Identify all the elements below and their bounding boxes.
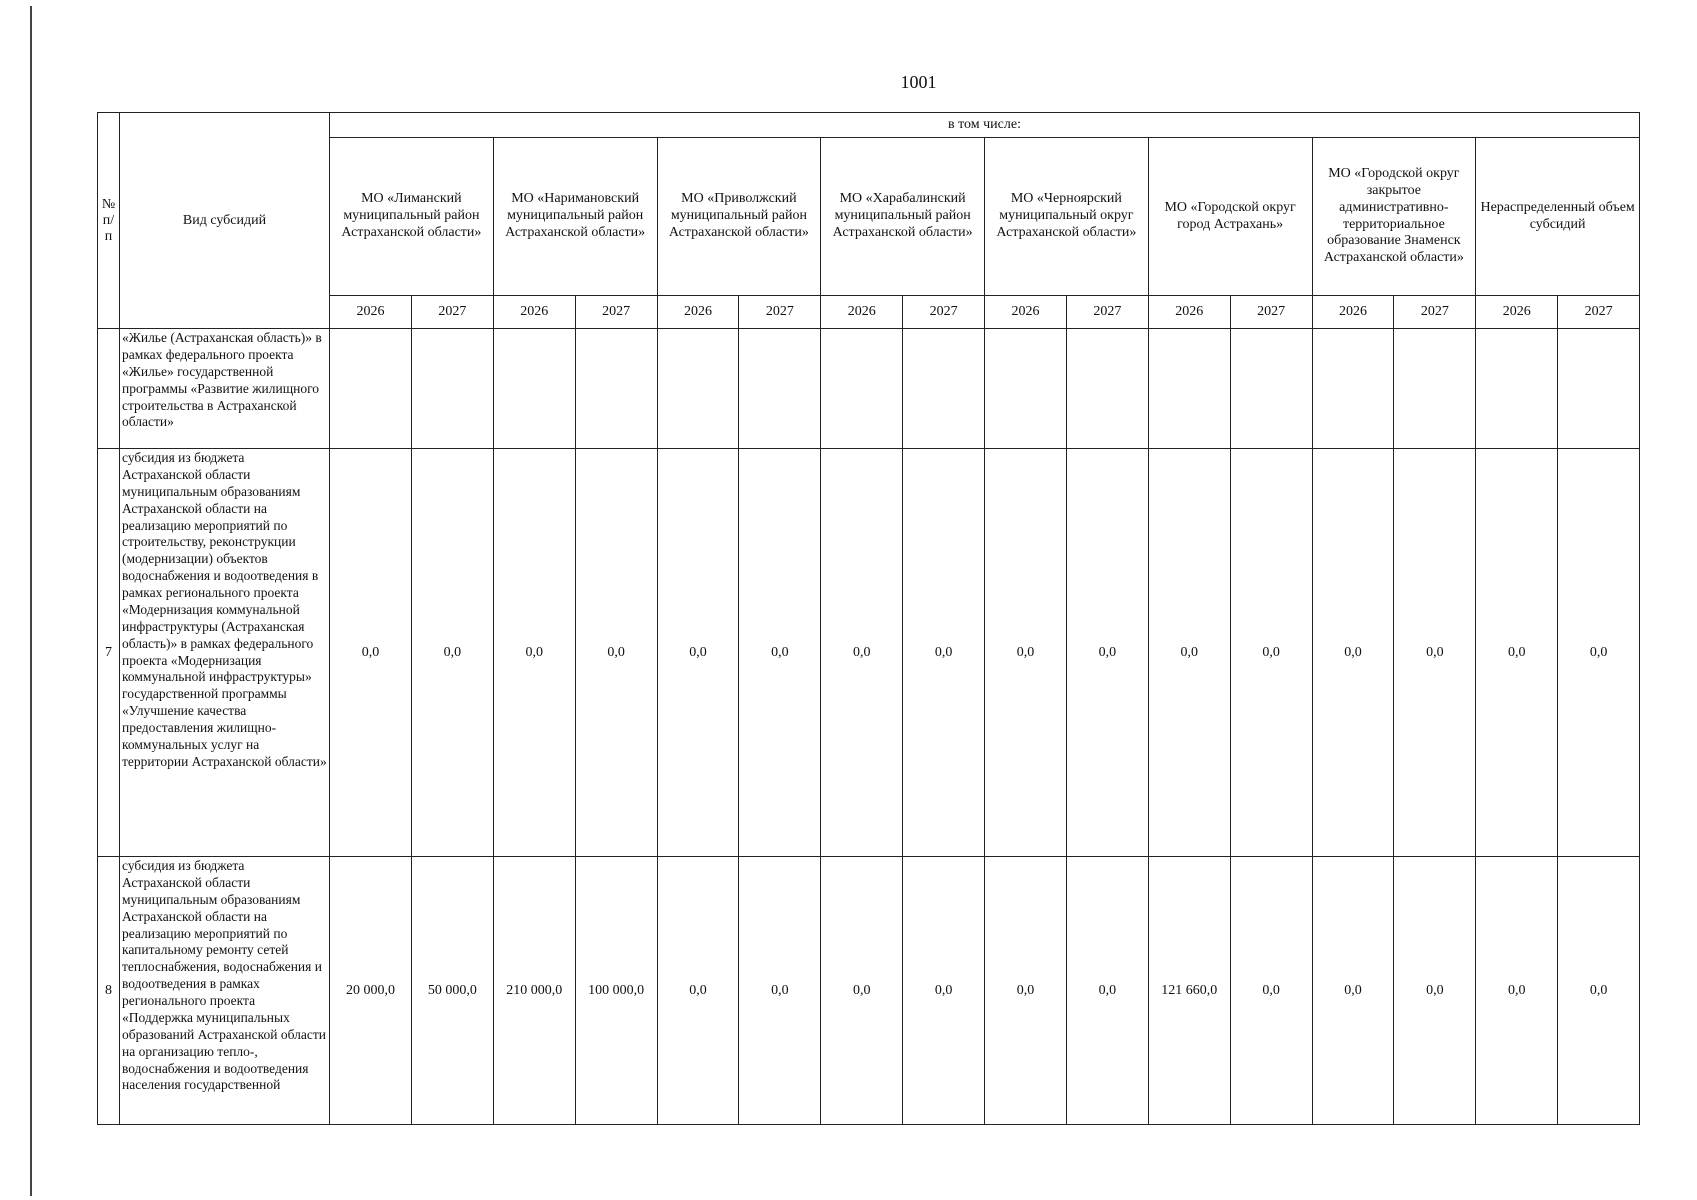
table-row xyxy=(98,329,1640,449)
value-cell xyxy=(903,329,985,449)
value-cell: 0,0 xyxy=(657,857,739,1125)
year-cell: 2026 xyxy=(1312,296,1394,329)
value-cell: 0,0 xyxy=(1230,449,1312,857)
value-cell xyxy=(1312,329,1394,449)
value-cell: 0,0 xyxy=(1476,857,1558,1125)
value-cell: 0,0 xyxy=(1066,857,1148,1125)
value-cell: 50 000,0 xyxy=(411,857,493,1125)
value-cell: 20 000,0 xyxy=(330,857,412,1125)
value-cell xyxy=(411,329,493,449)
year-cell: 2027 xyxy=(739,296,821,329)
value-cell: 0,0 xyxy=(903,449,985,857)
year-cell: 2027 xyxy=(1558,296,1640,329)
header-mo-limansky: МО «Лиманский муниципальный район Астраханской области» xyxy=(330,138,494,296)
year-cell: 2026 xyxy=(657,296,739,329)
value-cell: 0,0 xyxy=(493,449,575,857)
year-cell: 2026 xyxy=(985,296,1067,329)
value-cell xyxy=(575,329,657,449)
value-cell: 100 000,0 xyxy=(575,857,657,1125)
header-mo-privolzhsky: МО «Приволжский муниципальный район Астраханской области» xyxy=(657,138,821,296)
header-subsidy-type: Вид субсидий xyxy=(120,113,330,329)
header-mo-narimanovsky: МО «Наримановский муниципальный район Астраханской области» xyxy=(493,138,657,296)
header-mo-astrakhan: МО «Городской округ город Астрахань» xyxy=(1148,138,1312,296)
year-cell: 2026 xyxy=(821,296,903,329)
subsidy-table xyxy=(97,112,1640,1125)
value-cell xyxy=(821,329,903,449)
value-cell xyxy=(739,329,821,449)
value-cell: 0,0 xyxy=(411,449,493,857)
value-cell xyxy=(1558,329,1640,449)
page-number: 1001 xyxy=(900,72,937,92)
header-num: № п/п xyxy=(98,113,120,329)
year-cell: 2026 xyxy=(1148,296,1230,329)
value-cell: 0,0 xyxy=(1230,857,1312,1125)
value-cell xyxy=(1394,329,1476,449)
value-cell: 0,0 xyxy=(985,857,1067,1125)
page-left-rule xyxy=(30,6,32,1196)
value-cell: 121 660,0 xyxy=(1148,857,1230,1125)
value-cell: 0,0 xyxy=(1394,857,1476,1125)
value-cell xyxy=(1066,329,1148,449)
value-cell: 0,0 xyxy=(1476,449,1558,857)
year-cell: 2027 xyxy=(575,296,657,329)
header-mo-chernoyarsky: МО «Черноярский муниципальный округ Астраханской области» xyxy=(985,138,1149,296)
year-cell: 2027 xyxy=(1066,296,1148,329)
year-cell: 2027 xyxy=(903,296,985,329)
year-cell: 2027 xyxy=(1394,296,1476,329)
value-cell xyxy=(657,329,739,449)
value-cell: 0,0 xyxy=(985,449,1067,857)
year-cell: 2026 xyxy=(330,296,412,329)
value-cell: 0,0 xyxy=(1066,449,1148,857)
year-cell: 2027 xyxy=(411,296,493,329)
value-cell: 0,0 xyxy=(1312,857,1394,1125)
row-description: субсидия из бюджета Астраханской области муниципальным образованиям Астраханской области на реализацию мероприятий по строительству, реконструкции (модернизации) объектов водоснабжения и водоотведения в рамках регионального проекта «Модернизация коммунальной инфраструктуры (Астраханская область)» в рамках федерального проекта «Модернизация коммунальной инфраструктуры» государственной программы «Улучшение качества предоставления жилищно-коммунальных услуг на территории Астраханской области» xyxy=(120,449,330,857)
table-row xyxy=(98,857,1640,1125)
value-cell: 0,0 xyxy=(657,449,739,857)
value-cell: 0,0 xyxy=(821,857,903,1125)
value-cell xyxy=(493,329,575,449)
year-cell: 2026 xyxy=(493,296,575,329)
value-cell xyxy=(1230,329,1312,449)
header-including: в том числе: xyxy=(330,113,1640,138)
row-description: «Жилье (Астраханская область)» в рамках федерального проекта «Жилье» государственной программы «Развитие жилищного строительства в Астраханской области» xyxy=(120,329,330,449)
value-cell xyxy=(985,329,1067,449)
table-row xyxy=(98,449,1640,857)
value-cell: 0,0 xyxy=(1558,857,1640,1125)
year-cell: 2027 xyxy=(1230,296,1312,329)
row-num xyxy=(98,329,120,449)
value-cell: 0,0 xyxy=(330,449,412,857)
value-cell xyxy=(1148,329,1230,449)
value-cell: 0,0 xyxy=(903,857,985,1125)
value-cell: 0,0 xyxy=(575,449,657,857)
value-cell: 210 000,0 xyxy=(493,857,575,1125)
value-cell: 0,0 xyxy=(1558,449,1640,857)
year-cell: 2026 xyxy=(1476,296,1558,329)
value-cell: 0,0 xyxy=(1394,449,1476,857)
value-cell: 0,0 xyxy=(1312,449,1394,857)
value-cell xyxy=(1476,329,1558,449)
value-cell: 0,0 xyxy=(821,449,903,857)
header-mo-znamensk: МО «Городской округ закрытое административно-территориальное образование Знаменск Астраханской области» xyxy=(1312,138,1476,296)
value-cell: 0,0 xyxy=(1148,449,1230,857)
value-cell: 0,0 xyxy=(739,449,821,857)
value-cell xyxy=(330,329,412,449)
value-cell: 0,0 xyxy=(739,857,821,1125)
row-num: 8 xyxy=(98,857,120,1125)
row-description: субсидия из бюджета Астраханской области муниципальным образованиям Астраханской области на реализацию мероприятий по капитальному ремонту сетей теплоснабжения, водоснабжения и водоотведения в рамках регионального проекта «Поддержка муниципальных образований Астраханской области на организацию тепло-, водоснабжения и водоотведения населения государственной xyxy=(120,857,330,1125)
row-num: 7 xyxy=(98,449,120,857)
header-mo-kharabalinsky: МО «Харабалинский муниципальный район Астраханской области» xyxy=(821,138,985,296)
header-unallocated: Нераспределенный объем субсидий xyxy=(1476,138,1640,296)
